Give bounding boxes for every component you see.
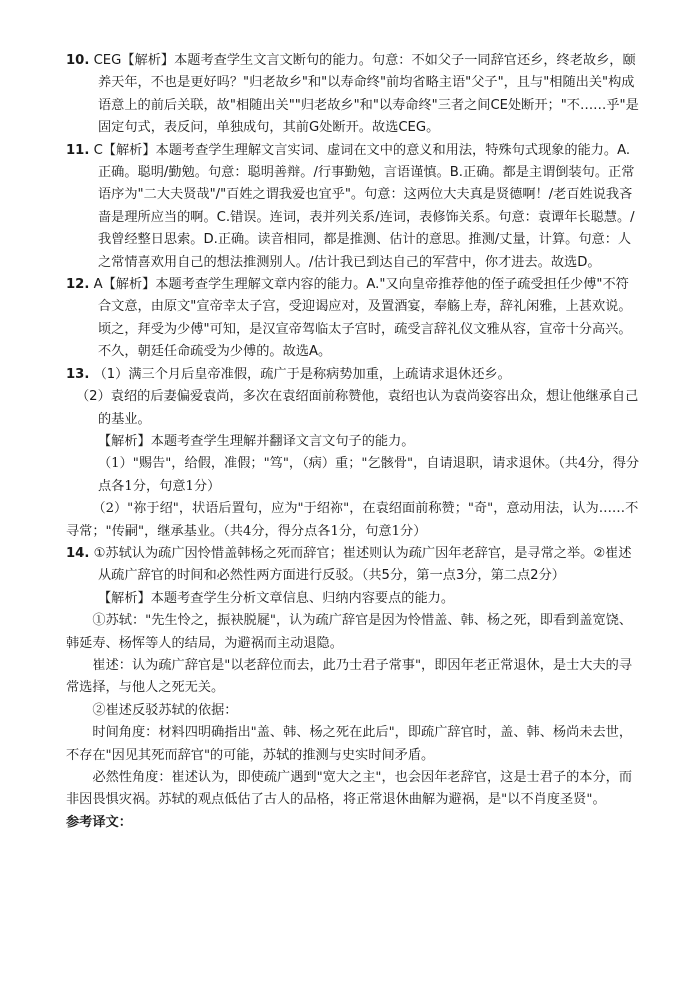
answer-content	[66, 50, 640, 834]
answer-item-10	[66, 50, 640, 140]
item-14-answer: 14. ①苏轼认为疏广因怜惜盖韩杨之死而辞官；崔述则认为疏广因年老辞官，是寻常之举。②崔述从疏广辞官的时间和必然性两方面进行反驳。（共5分，第一点3分，第二点2分）	[66, 545, 632, 584]
item-number: 10.	[66, 53, 90, 68]
item-text: A【解析】本题考查学生理解文章内容的能力。A."又向皇帝推荐他的侄子疏受担任少傅"不符合文意，由原文"宣帝幸太子宫，受迎谒应对，及置酒宴，奉觞上寿，辞礼闲雅，上甚欢说。顷之，拜受为少傅"可知，是汉宣帝驾临太子宫时，疏受言辞礼仪文雅从容，宣帝十分高兴。不久，朝廷任命疏受为少傅的。故选A。	[93, 277, 632, 360]
item-14-analysis: 【解析】本题考查学生分析文章信息、归纳内容要点的能力。	[98, 590, 455, 606]
item-13-point-2: （2）"祢于绍"，状语后置句，应为"于绍祢"，在袁绍面前称赞；"奇"，意动用法，认为……不寻常；"传嗣"，继承基业。（共4分，得分点各1分，句意1分）	[66, 501, 639, 539]
item-14-point-1b: 崔述：认为疏广辞官是"以老辞位而去，此乃士君子常事"，即因年老正常退休，是士大夫的寻常选择，与他人之死无关。	[66, 657, 633, 696]
item-number: 12.	[66, 277, 90, 293]
item-13-answer-2: （2）袁绍的后妻偏爱袁尚，多次在袁绍面前称赞他，袁绍也认为袁尚姿容出众，想让他继承自己的基业。	[76, 389, 639, 427]
item-13-answer-1: 13. （1）满三个月后皇帝准假，疏广于是称病势加重，上疏请求退休还乡。	[66, 366, 511, 382]
item-14-point-2b: 必然性角度：崔述认为，即使疏广遇到"宽大之主"，也会因年老辞官，这是士君子的本分，而非因畏惧灾祸。苏轼的观点低估了古人的品格，将正常退休曲解为避祸，是"以不肖度圣贤"。	[66, 770, 633, 808]
item-number: 14.	[66, 545, 90, 561]
answer-item-13	[66, 364, 640, 543]
item-text: CEG【解析】本题考查学生文言文断句的能力。句意：不如父子一同辞官还乡，终老故乡，颐养天年，不也是更好吗？"归老故乡"和"以寿命终"前均省略主语"父子"，且与"相随出关"构成语意上的前后关联，故"相随出关""归老故乡"和"以寿命终"三者之间CE处断开；"不……乎"是固定句式，表反问，单独成句，其前G处断开。故选CEG。	[93, 53, 639, 136]
item-13-analysis: 【解析】本题考查学生理解并翻译文言文句子的能力。	[98, 433, 415, 449]
item-14-point-2a: 时间角度：材料四明确指出"盖、韩、杨之死在此后"，即疏广辞官时，盖、韩、杨尚未去世，不存在"因见其死而辞官"的可能，苏轼的推测与史实时间矛盾。	[66, 725, 633, 763]
item-text: C【解析】本题考查学生理解文言实词、虚词在文中的意义和用法，特殊句式现象的能力。A.正确。聪明/勤勉。句意：聪明善辩。/行事勤勉，言语谨慎。B.正确。都是主谓倒装句。正常语序为"二大夫贤哉"/"百姓之谓我爱也宜乎"。句意：这两位大夫真是贤德啊！/老百姓说我吝啬是理所应当的啊。C.错误。连词，表并列关系/连词，表修饰关系。句意：袁谭年长聪慧。/我曾经整日思索。D.正确。读音相同，都是推测、估计的意思。推测/丈量，计算。句意：人之常情喜欢用自己的想法推测别人。/估计我已到达自己的军营中，你才进去。故选D。	[93, 142, 635, 270]
item-14-point-1: ①苏轼："先生怜之，振袂脱屣"，认为疏广辞官是因为怜惜盖、韩、杨之死，即看到盖宽饶、韩延寿、杨恽等人的结局，为避祸而主动退隐。	[66, 613, 633, 651]
item-number: 11.	[66, 142, 90, 158]
item-14-point-2: ②崔述反驳苏轼的依据：	[92, 702, 238, 718]
answer-item-12	[66, 274, 640, 364]
answer-item-11	[66, 140, 640, 274]
reference-translation-heading: 参考译文：	[66, 814, 132, 830]
answer-item-14	[66, 543, 640, 812]
item-number: 13.	[66, 366, 90, 382]
item-13-point-1: （1）"赐告"，给假，准假；"笃"，（病）重；"乞骸骨"，自请退职，请求退休。（共4分，得分点各1分，句意1分）	[98, 456, 640, 494]
